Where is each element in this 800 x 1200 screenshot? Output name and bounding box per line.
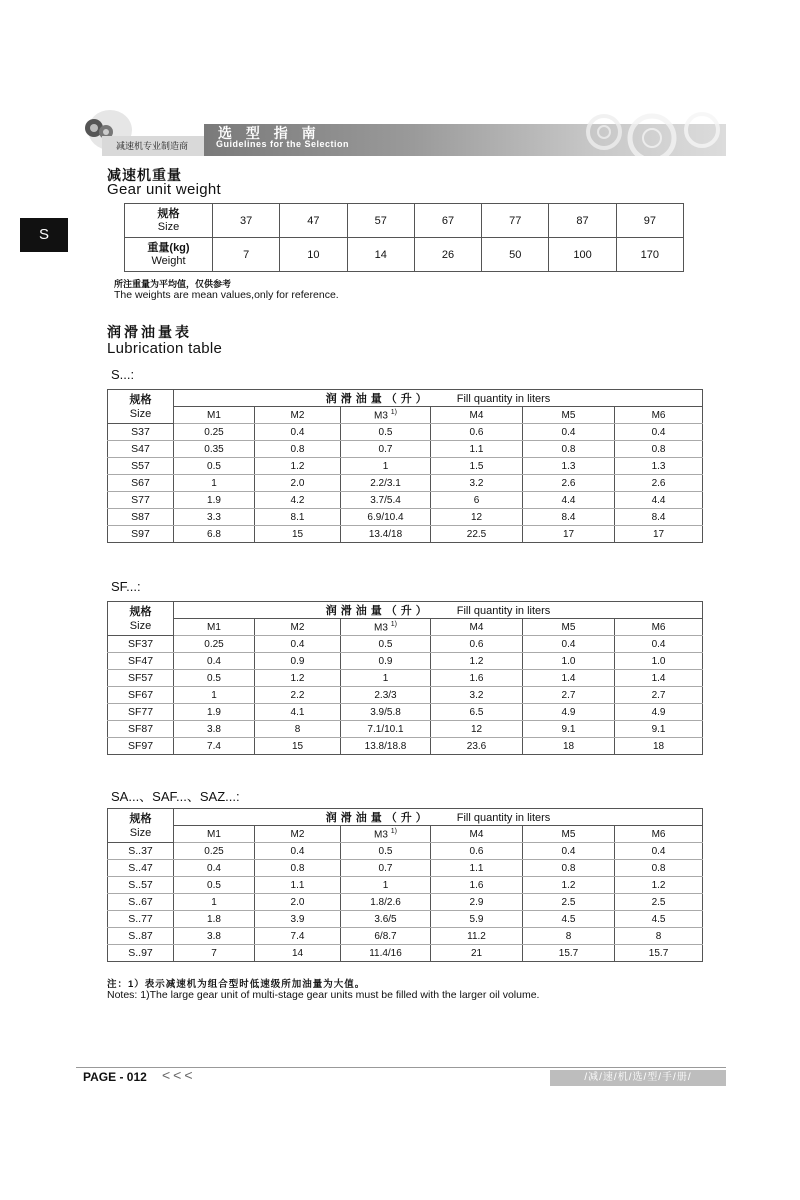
size-cell: S97 bbox=[108, 526, 174, 543]
quantity-cell: 1 bbox=[341, 458, 431, 475]
quantity-cell: 2.5 bbox=[523, 894, 615, 911]
quantity-cell: 9.1 bbox=[523, 721, 615, 738]
quantity-cell: 1.4 bbox=[615, 670, 703, 687]
mounting-position-row bbox=[108, 826, 703, 843]
mounting-position-row bbox=[108, 407, 703, 424]
lube-title-en: Lubrication table bbox=[107, 340, 223, 357]
size-cell: S..97 bbox=[108, 945, 174, 962]
quantity-cell: 1.3 bbox=[615, 458, 703, 475]
quantity-cell: 0.5 bbox=[174, 458, 255, 475]
header-banner bbox=[76, 112, 726, 156]
quantity-cell: 11.4/16 bbox=[341, 945, 431, 962]
table-row bbox=[108, 441, 703, 458]
quantity-cell: 2.6 bbox=[615, 475, 703, 492]
quantity-cell: 9.1 bbox=[615, 721, 703, 738]
size-cell: SF87 bbox=[108, 721, 174, 738]
weight-note-cn: 所注重量为平均值，仅供参考 bbox=[114, 279, 232, 289]
weight-title-en: Gear unit weight bbox=[107, 181, 222, 198]
mounting-position-m6: M6 bbox=[615, 407, 703, 424]
quantity-cell: 2.2 bbox=[255, 687, 341, 704]
table-row bbox=[108, 458, 703, 475]
quantity-cell: 0.8 bbox=[615, 860, 703, 877]
weight-table bbox=[124, 203, 684, 272]
size-cell: S..57 bbox=[108, 877, 174, 894]
lube-table-sf bbox=[107, 601, 703, 755]
quantity-cell: 0.25 bbox=[174, 843, 255, 860]
quantity-cell: 1.0 bbox=[615, 653, 703, 670]
quantity-cell: 2.6 bbox=[523, 475, 615, 492]
size-cell: S87 bbox=[108, 509, 174, 526]
quantity-cell: 23.6 bbox=[431, 738, 523, 755]
table-row bbox=[108, 687, 703, 704]
mounting-position-m5: M5 bbox=[523, 826, 615, 843]
quantity-cell: 1.4 bbox=[523, 670, 615, 687]
quantity-cell: 1 bbox=[174, 894, 255, 911]
quantity-cell: 7.1/10.1 bbox=[341, 721, 431, 738]
quantity-cell: 0.4 bbox=[615, 424, 703, 441]
table-row bbox=[108, 721, 703, 738]
quantity-cell: 6.9/10.4 bbox=[341, 509, 431, 526]
weight-cell: 100 bbox=[549, 238, 616, 272]
mounting-position-m4: M4 bbox=[431, 826, 523, 843]
manual-title-badge: /减/速/机/选/型/手/册/ bbox=[550, 1070, 726, 1086]
weight-label-cell: 重量(kg) Weight bbox=[125, 238, 213, 272]
size-cell: S..37 bbox=[108, 843, 174, 860]
size-cell: 57 bbox=[347, 204, 414, 238]
quantity-cell: 0.5 bbox=[341, 424, 431, 441]
weight-title-cn: 减速机重量 bbox=[107, 167, 182, 183]
quantity-cell: 0.9 bbox=[341, 653, 431, 670]
lube-table-sa bbox=[107, 808, 703, 962]
quantity-cell: 1.2 bbox=[523, 877, 615, 894]
quantity-cell: 0.8 bbox=[523, 441, 615, 458]
quantity-cell: 12 bbox=[431, 721, 523, 738]
quantity-cell: 18 bbox=[523, 738, 615, 755]
mounting-position-m2: M2 bbox=[255, 826, 341, 843]
quantity-cell: 4.9 bbox=[523, 704, 615, 721]
quantity-cell: 4.4 bbox=[615, 492, 703, 509]
quantity-cell: 3.7/5.4 bbox=[341, 492, 431, 509]
section-tab: S bbox=[20, 218, 68, 252]
quantity-cell: 4.5 bbox=[615, 911, 703, 928]
quantity-cell: 22.5 bbox=[431, 526, 523, 543]
mounting-position-m3: M3 $^{1)}$ bbox=[341, 826, 431, 843]
table-row bbox=[108, 424, 703, 441]
quantity-cell: 17 bbox=[615, 526, 703, 543]
quantity-cell: 1 bbox=[174, 475, 255, 492]
size-cell: SF77 bbox=[108, 704, 174, 721]
banner-title-en: Guidelines for the Selection bbox=[216, 139, 350, 149]
fill-quantity-header: 润滑油量（升） Fill quantity in liters bbox=[174, 602, 703, 619]
mounting-position-m1: M1 bbox=[174, 407, 255, 424]
weight-cell: 26 bbox=[414, 238, 481, 272]
quantity-cell: 3.9/5.8 bbox=[341, 704, 431, 721]
quantity-cell: 6 bbox=[431, 492, 523, 509]
size-cell: 37 bbox=[213, 204, 280, 238]
size-cell: SF57 bbox=[108, 670, 174, 687]
quantity-cell: 4.5 bbox=[523, 911, 615, 928]
quantity-cell: 2.9 bbox=[431, 894, 523, 911]
quantity-cell: 0.8 bbox=[255, 860, 341, 877]
quantity-cell: 12 bbox=[431, 509, 523, 526]
lube-table-s bbox=[107, 389, 703, 543]
table-row bbox=[108, 670, 703, 687]
table-row bbox=[108, 894, 703, 911]
back-arrows-icon: <<< bbox=[162, 1067, 196, 1083]
quantity-cell: 0.4 bbox=[523, 843, 615, 860]
mounting-position-m6: M6 bbox=[615, 826, 703, 843]
quantity-cell: 1.1 bbox=[431, 441, 523, 458]
quantity-cell: 0.7 bbox=[341, 860, 431, 877]
table-label-sa: SA...、SAF...、SAZ...: bbox=[111, 789, 240, 804]
quantity-cell: 21 bbox=[431, 945, 523, 962]
quantity-cell: 0.5 bbox=[341, 636, 431, 653]
table-row bbox=[108, 509, 703, 526]
quantity-cell: 1.2 bbox=[431, 653, 523, 670]
quantity-cell: 0.6 bbox=[431, 636, 523, 653]
quantity-cell: 0.4 bbox=[615, 843, 703, 860]
quantity-cell: 1.6 bbox=[431, 877, 523, 894]
weight-note-en: The weights are mean values,only for reference. bbox=[114, 289, 339, 301]
quantity-cell: 6.8 bbox=[174, 526, 255, 543]
fill-quantity-header: 润滑油量（升） Fill quantity in liters bbox=[174, 390, 703, 407]
quantity-cell: 7.4 bbox=[174, 738, 255, 755]
quantity-cell: 0.4 bbox=[255, 424, 341, 441]
quantity-cell: 2.7 bbox=[615, 687, 703, 704]
table-row bbox=[108, 475, 703, 492]
quantity-cell: 0.4 bbox=[523, 424, 615, 441]
size-cell: SF47 bbox=[108, 653, 174, 670]
quantity-cell: 1.1 bbox=[255, 877, 341, 894]
gears-decoration-icon bbox=[574, 112, 724, 156]
quantity-cell: 0.25 bbox=[174, 424, 255, 441]
table-row bbox=[125, 238, 684, 272]
fill-quantity-header: 润滑油量（升） Fill quantity in liters bbox=[174, 809, 703, 826]
mounting-position-m5: M5 bbox=[523, 407, 615, 424]
size-cell: S77 bbox=[108, 492, 174, 509]
quantity-cell: 0.4 bbox=[523, 636, 615, 653]
quantity-cell: 1.1 bbox=[431, 860, 523, 877]
size-header-cell: 规格 Size bbox=[108, 809, 174, 843]
quantity-cell: 2.3/3 bbox=[341, 687, 431, 704]
quantity-cell: 0.5 bbox=[341, 843, 431, 860]
size-cell: S37 bbox=[108, 424, 174, 441]
quantity-cell: 1.2 bbox=[255, 670, 341, 687]
quantity-cell: 4.4 bbox=[523, 492, 615, 509]
mounting-position-m3: M3 $^{1)}$ bbox=[341, 407, 431, 424]
size-cell: 67 bbox=[414, 204, 481, 238]
quantity-cell: 1.3 bbox=[523, 458, 615, 475]
quantity-cell: 0.5 bbox=[174, 670, 255, 687]
page-number: PAGE - 012 bbox=[83, 1070, 147, 1084]
mounting-position-m4: M4 bbox=[431, 619, 523, 636]
quantity-cell: 18 bbox=[615, 738, 703, 755]
quantity-cell: 1.8/2.6 bbox=[341, 894, 431, 911]
banner-title-cn: 选 型 指 南 bbox=[218, 125, 321, 141]
weight-cell: 7 bbox=[213, 238, 280, 272]
quantity-cell: 4.9 bbox=[615, 704, 703, 721]
quantity-cell: 0.8 bbox=[523, 860, 615, 877]
lube-title-cn: 润滑油量表 bbox=[107, 324, 192, 340]
table-row bbox=[108, 636, 703, 653]
quantity-cell: 1 bbox=[341, 670, 431, 687]
mounting-position-m3: M3 $^{1)}$ bbox=[341, 619, 431, 636]
quantity-cell: 14 bbox=[255, 945, 341, 962]
quantity-cell: 0.6 bbox=[431, 424, 523, 441]
size-cell: SF97 bbox=[108, 738, 174, 755]
quantity-cell: 0.5 bbox=[174, 877, 255, 894]
quantity-cell: 3.6/5 bbox=[341, 911, 431, 928]
weight-cell: 14 bbox=[347, 238, 414, 272]
weight-cell: 170 bbox=[616, 238, 683, 272]
quantity-cell: 15.7 bbox=[523, 945, 615, 962]
table-row bbox=[108, 738, 703, 755]
size-cell: 97 bbox=[616, 204, 683, 238]
table-header-row bbox=[108, 602, 703, 619]
quantity-cell: 6/8.7 bbox=[341, 928, 431, 945]
quantity-cell: 3.3 bbox=[174, 509, 255, 526]
quantity-cell: 1.9 bbox=[174, 704, 255, 721]
table-row bbox=[108, 704, 703, 721]
quantity-cell: 3.9 bbox=[255, 911, 341, 928]
quantity-cell: 13.8/18.8 bbox=[341, 738, 431, 755]
quantity-cell: 4.2 bbox=[255, 492, 341, 509]
mounting-position-m2: M2 bbox=[255, 619, 341, 636]
quantity-cell: 8.4 bbox=[615, 509, 703, 526]
weight-cell: 50 bbox=[482, 238, 549, 272]
quantity-cell: 8 bbox=[255, 721, 341, 738]
size-cell: S67 bbox=[108, 475, 174, 492]
mounting-position-m4: M4 bbox=[431, 407, 523, 424]
mounting-position-m1: M1 bbox=[174, 826, 255, 843]
quantity-cell: 1.6 bbox=[431, 670, 523, 687]
quantity-cell: 4.1 bbox=[255, 704, 341, 721]
quantity-cell: 0.4 bbox=[174, 653, 255, 670]
quantity-cell: 3.2 bbox=[431, 687, 523, 704]
table-row bbox=[108, 843, 703, 860]
quantity-cell: 7 bbox=[174, 945, 255, 962]
quantity-cell: 0.4 bbox=[174, 860, 255, 877]
size-cell: 87 bbox=[549, 204, 616, 238]
quantity-cell: 3.8 bbox=[174, 721, 255, 738]
mounting-position-m6: M6 bbox=[615, 619, 703, 636]
quantity-cell: 2.0 bbox=[255, 894, 341, 911]
mounting-position-row bbox=[108, 619, 703, 636]
quantity-cell: 1.0 bbox=[523, 653, 615, 670]
maker-label: 减速机专业制造商 bbox=[116, 141, 189, 151]
quantity-cell: 8 bbox=[615, 928, 703, 945]
quantity-cell: 0.4 bbox=[615, 636, 703, 653]
size-cell: S57 bbox=[108, 458, 174, 475]
mounting-position-m1: M1 bbox=[174, 619, 255, 636]
quantity-cell: 6.5 bbox=[431, 704, 523, 721]
quantity-cell: 3.2 bbox=[431, 475, 523, 492]
quantity-cell: 17 bbox=[523, 526, 615, 543]
quantity-cell: 8.1 bbox=[255, 509, 341, 526]
quantity-cell: 0.25 bbox=[174, 636, 255, 653]
table-row bbox=[108, 945, 703, 962]
size-cell: SF67 bbox=[108, 687, 174, 704]
quantity-cell: 8.4 bbox=[523, 509, 615, 526]
table-row bbox=[108, 911, 703, 928]
quantity-cell: 3.8 bbox=[174, 928, 255, 945]
quantity-cell: 5.9 bbox=[431, 911, 523, 928]
lube-note-en: Notes: 1)The large gear unit of multi-stage gear units must be filled with the larger oil volume. bbox=[107, 989, 540, 1001]
quantity-cell: 8 bbox=[523, 928, 615, 945]
quantity-cell: 0.9 bbox=[255, 653, 341, 670]
size-cell: S..67 bbox=[108, 894, 174, 911]
quantity-cell: 0.6 bbox=[431, 843, 523, 860]
quantity-cell: 1.2 bbox=[255, 458, 341, 475]
quantity-cell: 7.4 bbox=[255, 928, 341, 945]
quantity-cell: 15.7 bbox=[615, 945, 703, 962]
quantity-cell: 0.35 bbox=[174, 441, 255, 458]
table-label-sf: SF...: bbox=[111, 579, 141, 594]
table-row bbox=[108, 877, 703, 894]
quantity-cell: 0.4 bbox=[255, 843, 341, 860]
quantity-cell: 15 bbox=[255, 738, 341, 755]
lube-note-cn: 注：1）表示减速机为组合型时低速级所加油量为大值。 bbox=[107, 979, 366, 990]
table-row bbox=[108, 526, 703, 543]
size-cell: S..77 bbox=[108, 911, 174, 928]
quantity-cell: 1.2 bbox=[615, 877, 703, 894]
mounting-position-m2: M2 bbox=[255, 407, 341, 424]
quantity-cell: 1.9 bbox=[174, 492, 255, 509]
quantity-cell: 15 bbox=[255, 526, 341, 543]
size-cell: S..87 bbox=[108, 928, 174, 945]
size-label-cell: 规格 Size bbox=[125, 204, 213, 238]
mounting-position-m5: M5 bbox=[523, 619, 615, 636]
weight-cell: 10 bbox=[280, 238, 347, 272]
size-cell: S..47 bbox=[108, 860, 174, 877]
table-header-row bbox=[108, 390, 703, 407]
quantity-cell: 11.2 bbox=[431, 928, 523, 945]
quantity-cell: 2.5 bbox=[615, 894, 703, 911]
table-row bbox=[125, 204, 684, 238]
table-row bbox=[108, 928, 703, 945]
quantity-cell: 1.8 bbox=[174, 911, 255, 928]
size-cell: S47 bbox=[108, 441, 174, 458]
table-row bbox=[108, 860, 703, 877]
quantity-cell: 0.8 bbox=[255, 441, 341, 458]
quantity-cell: 2.0 bbox=[255, 475, 341, 492]
quantity-cell: 2.2/3.1 bbox=[341, 475, 431, 492]
size-cell: 47 bbox=[280, 204, 347, 238]
size-header-cell: 规格 Size bbox=[108, 390, 174, 424]
table-row bbox=[108, 653, 703, 670]
table-row bbox=[108, 492, 703, 509]
size-cell: SF37 bbox=[108, 636, 174, 653]
quantity-cell: 2.7 bbox=[523, 687, 615, 704]
size-header-cell: 规格 Size bbox=[108, 602, 174, 636]
quantity-cell: 13.4/18 bbox=[341, 526, 431, 543]
quantity-cell: 0.7 bbox=[341, 441, 431, 458]
quantity-cell: 0.8 bbox=[615, 441, 703, 458]
size-cell: 77 bbox=[482, 204, 549, 238]
quantity-cell: 1 bbox=[341, 877, 431, 894]
table-label-s: S...: bbox=[111, 367, 135, 382]
quantity-cell: 1.5 bbox=[431, 458, 523, 475]
quantity-cell: 1 bbox=[174, 687, 255, 704]
table-header-row bbox=[108, 809, 703, 826]
quantity-cell: 0.4 bbox=[255, 636, 341, 653]
